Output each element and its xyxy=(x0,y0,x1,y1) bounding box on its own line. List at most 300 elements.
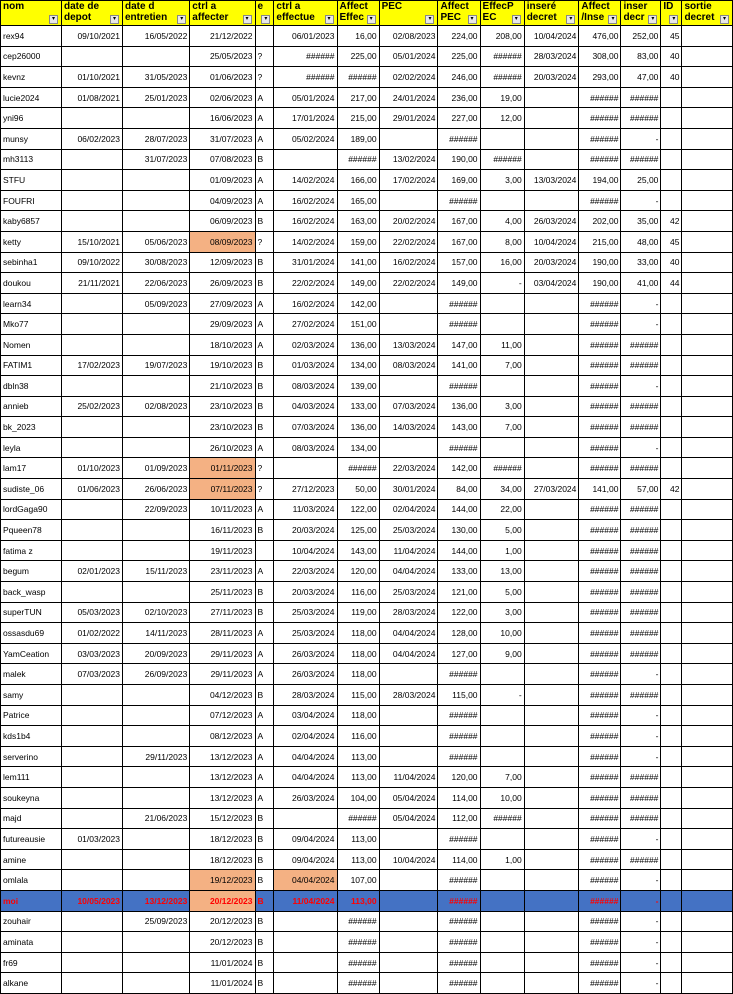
cell-sortie-decret[interactable] xyxy=(682,932,733,953)
cell-insere-decret[interactable] xyxy=(524,664,579,685)
cell-date-depot[interactable] xyxy=(62,170,123,191)
cell-ctrl-affecter[interactable]: 26/09/2023 xyxy=(190,273,255,294)
column-header-e[interactable] xyxy=(255,1,274,26)
cell-affect-effec[interactable]: 136,00 xyxy=(337,417,379,438)
cell-affect-effec[interactable]: 113,00 xyxy=(337,849,379,870)
cell-ctrl-effectue[interactable]: 11/03/2024 xyxy=(274,499,337,520)
cell-date-entretien[interactable]: 26/09/2023 xyxy=(123,664,190,685)
cell-ctrl-effectue[interactable]: 04/03/2024 xyxy=(274,396,337,417)
cell-nom[interactable]: annieb xyxy=(1,396,62,417)
cell-affect-pec[interactable]: 236,00 xyxy=(438,87,480,108)
cell-date-depot[interactable] xyxy=(62,334,123,355)
cell-insere-decret[interactable]: 20/03/2024 xyxy=(524,252,579,273)
cell-ctrl-effectue[interactable]: 09/04/2024 xyxy=(274,849,337,870)
cell-effec-ec[interactable]: 13,00 xyxy=(480,561,524,582)
cell-affect-pec[interactable]: 136,00 xyxy=(438,396,480,417)
cell-insere-decret[interactable] xyxy=(524,520,579,541)
cell-id[interactable]: 42 xyxy=(661,211,682,232)
cell-nom[interactable]: futureausie xyxy=(1,829,62,850)
cell-sortie-decret[interactable] xyxy=(682,437,733,458)
cell-affect-inser[interactable]: ###### xyxy=(579,849,621,870)
cell-e[interactable]: A xyxy=(255,190,274,211)
cell-ctrl-affecter[interactable]: 31/07/2023 xyxy=(190,128,255,149)
cell-pec[interactable] xyxy=(379,973,438,994)
cell-date-entretien[interactable] xyxy=(123,870,190,891)
cell-e[interactable]: A xyxy=(255,499,274,520)
cell-ctrl-affecter[interactable]: 21/12/2022 xyxy=(190,26,255,47)
cell-insere-decret[interactable] xyxy=(524,437,579,458)
cell-ctrl-effectue[interactable] xyxy=(274,932,337,953)
cell-pec[interactable]: 22/02/2024 xyxy=(379,273,438,294)
cell-affect-inser[interactable]: ###### xyxy=(579,334,621,355)
cell-date-entretien[interactable] xyxy=(123,108,190,129)
cell-sortie-decret[interactable] xyxy=(682,149,733,170)
cell-affect-inser[interactable]: ###### xyxy=(579,437,621,458)
cell-affect-effec[interactable]: 136,00 xyxy=(337,334,379,355)
cell-sortie-decret[interactable] xyxy=(682,273,733,294)
cell-ctrl-affecter[interactable]: 25/11/2023 xyxy=(190,582,255,603)
cell-affect-inser[interactable]: ###### xyxy=(579,664,621,685)
cell-affect-effec[interactable]: 134,00 xyxy=(337,437,379,458)
cell-inser-decr[interactable]: ###### xyxy=(621,808,661,829)
cell-ctrl-affecter[interactable]: 10/11/2023 xyxy=(190,499,255,520)
cell-nom[interactable]: ketty xyxy=(1,231,62,252)
cell-sortie-decret[interactable] xyxy=(682,417,733,438)
cell-ctrl-affecter[interactable]: 04/09/2023 xyxy=(190,190,255,211)
cell-nom[interactable]: serverino xyxy=(1,746,62,767)
cell-date-depot[interactable] xyxy=(62,746,123,767)
filter-dropdown-icon[interactable]: ▾ xyxy=(177,15,186,24)
filter-dropdown-icon[interactable]: ▾ xyxy=(325,15,334,24)
cell-nom[interactable]: amine xyxy=(1,849,62,870)
cell-inser-decr[interactable]: ###### xyxy=(621,334,661,355)
cell-insere-decret[interactable] xyxy=(524,890,579,911)
cell-ctrl-effectue[interactable]: 31/01/2024 xyxy=(274,252,337,273)
cell-id[interactable] xyxy=(661,705,682,726)
cell-date-depot[interactable] xyxy=(62,767,123,788)
cell-affect-pec[interactable]: ###### xyxy=(438,746,480,767)
cell-nom[interactable]: yni96 xyxy=(1,108,62,129)
cell-date-entretien[interactable] xyxy=(123,767,190,788)
filter-dropdown-icon[interactable]: ▾ xyxy=(425,15,434,24)
column-header-insere-decret[interactable] xyxy=(524,1,579,26)
cell-nom[interactable]: lam17 xyxy=(1,458,62,479)
cell-ctrl-effectue[interactable]: 16/02/2024 xyxy=(274,190,337,211)
cell-ctrl-effectue[interactable]: 20/03/2024 xyxy=(274,520,337,541)
cell-date-entretien[interactable]: 02/08/2023 xyxy=(123,396,190,417)
cell-affect-effec[interactable]: 119,00 xyxy=(337,602,379,623)
cell-affect-inser[interactable]: 293,00 xyxy=(579,67,621,88)
cell-effec-ec[interactable]: ###### xyxy=(480,149,524,170)
cell-nom[interactable]: zouhair xyxy=(1,911,62,932)
filter-dropdown-icon[interactable]: ▾ xyxy=(648,15,657,24)
cell-affect-effec[interactable]: 151,00 xyxy=(337,314,379,335)
cell-inser-decr[interactable]: ###### xyxy=(621,643,661,664)
column-header-inser-decr[interactable] xyxy=(621,1,661,26)
cell-affect-effec[interactable]: 142,00 xyxy=(337,293,379,314)
cell-affect-pec[interactable]: 133,00 xyxy=(438,561,480,582)
cell-affect-inser[interactable]: ###### xyxy=(579,973,621,994)
cell-affect-pec[interactable]: 167,00 xyxy=(438,231,480,252)
cell-e[interactable]: B xyxy=(255,582,274,603)
cell-ctrl-effectue[interactable]: 08/03/2024 xyxy=(274,376,337,397)
cell-inser-decr[interactable]: - xyxy=(621,293,661,314)
cell-affect-effec[interactable]: 225,00 xyxy=(337,46,379,67)
cell-insere-decret[interactable] xyxy=(524,623,579,644)
cell-affect-inser[interactable]: ###### xyxy=(579,808,621,829)
cell-inser-decr[interactable]: ###### xyxy=(621,417,661,438)
cell-inser-decr[interactable]: - xyxy=(621,870,661,891)
cell-effec-ec[interactable] xyxy=(480,664,524,685)
cell-affect-effec[interactable]: 118,00 xyxy=(337,664,379,685)
cell-insere-decret[interactable]: 20/03/2024 xyxy=(524,67,579,88)
cell-inser-decr[interactable]: 48,00 xyxy=(621,231,661,252)
cell-date-depot[interactable]: 21/11/2021 xyxy=(62,273,123,294)
cell-id[interactable] xyxy=(661,911,682,932)
cell-effec-ec[interactable]: ###### xyxy=(480,67,524,88)
cell-insere-decret[interactable] xyxy=(524,376,579,397)
cell-sortie-decret[interactable] xyxy=(682,499,733,520)
cell-date-entretien[interactable]: 15/11/2023 xyxy=(123,561,190,582)
cell-e[interactable]: A xyxy=(255,561,274,582)
cell-insere-decret[interactable] xyxy=(524,932,579,953)
cell-e[interactable]: B xyxy=(255,149,274,170)
cell-date-entretien[interactable] xyxy=(123,170,190,191)
cell-inser-decr[interactable]: ###### xyxy=(621,787,661,808)
cell-insere-decret[interactable] xyxy=(524,561,579,582)
cell-pec[interactable]: 11/04/2024 xyxy=(379,540,438,561)
cell-e[interactable]: A xyxy=(255,623,274,644)
cell-pec[interactable]: 10/04/2024 xyxy=(379,849,438,870)
cell-insere-decret[interactable] xyxy=(524,293,579,314)
cell-affect-effec[interactable]: 118,00 xyxy=(337,623,379,644)
cell-inser-decr[interactable]: ###### xyxy=(621,602,661,623)
cell-inser-decr[interactable]: ###### xyxy=(621,499,661,520)
cell-ctrl-effectue[interactable] xyxy=(274,808,337,829)
cell-affect-inser[interactable]: ###### xyxy=(579,314,621,335)
cell-sortie-decret[interactable] xyxy=(682,128,733,149)
cell-affect-inser[interactable]: 308,00 xyxy=(579,46,621,67)
cell-date-depot[interactable] xyxy=(62,849,123,870)
cell-e[interactable]: B xyxy=(255,973,274,994)
cell-effec-ec[interactable]: 1,00 xyxy=(480,849,524,870)
cell-affect-inser[interactable]: ###### xyxy=(579,726,621,747)
cell-insere-decret[interactable] xyxy=(524,540,579,561)
cell-insere-decret[interactable] xyxy=(524,87,579,108)
cell-e[interactable]: A xyxy=(255,705,274,726)
cell-inser-decr[interactable]: ###### xyxy=(621,87,661,108)
cell-ctrl-affecter[interactable]: 28/11/2023 xyxy=(190,623,255,644)
cell-e[interactable]: ? xyxy=(255,479,274,500)
cell-ctrl-affecter[interactable]: 29/11/2023 xyxy=(190,664,255,685)
cell-date-entretien[interactable] xyxy=(123,787,190,808)
cell-inser-decr[interactable]: 47,00 xyxy=(621,67,661,88)
cell-affect-pec[interactable]: 190,00 xyxy=(438,149,480,170)
cell-pec[interactable]: 04/04/2024 xyxy=(379,643,438,664)
cell-nom[interactable]: Nomen xyxy=(1,334,62,355)
cell-affect-inser[interactable]: ###### xyxy=(579,952,621,973)
cell-affect-pec[interactable]: ###### xyxy=(438,293,480,314)
cell-nom[interactable]: fr69 xyxy=(1,952,62,973)
cell-affect-pec[interactable]: 143,00 xyxy=(438,417,480,438)
cell-effec-ec[interactable] xyxy=(480,911,524,932)
cell-ctrl-effectue[interactable]: ###### xyxy=(274,67,337,88)
cell-affect-inser[interactable]: ###### xyxy=(579,499,621,520)
cell-affect-pec[interactable]: ###### xyxy=(438,376,480,397)
cell-nom[interactable]: alkane xyxy=(1,973,62,994)
cell-id[interactable]: 42 xyxy=(661,479,682,500)
cell-pec[interactable] xyxy=(379,746,438,767)
cell-effec-ec[interactable]: 10,00 xyxy=(480,787,524,808)
cell-affect-inser[interactable]: ###### xyxy=(579,767,621,788)
cell-id[interactable] xyxy=(661,499,682,520)
cell-pec[interactable] xyxy=(379,890,438,911)
cell-ctrl-affecter[interactable]: 12/09/2023 xyxy=(190,252,255,273)
cell-pec[interactable] xyxy=(379,664,438,685)
cell-affect-effec[interactable]: 16,00 xyxy=(337,26,379,47)
cell-ctrl-effectue[interactable]: 22/02/2024 xyxy=(274,273,337,294)
cell-id[interactable] xyxy=(661,787,682,808)
cell-affect-pec[interactable]: ###### xyxy=(438,664,480,685)
cell-affect-effec[interactable]: 107,00 xyxy=(337,870,379,891)
cell-insere-decret[interactable]: 10/04/2024 xyxy=(524,26,579,47)
cell-pec[interactable]: 05/04/2024 xyxy=(379,787,438,808)
cell-date-depot[interactable] xyxy=(62,952,123,973)
cell-ctrl-affecter[interactable]: 20/12/2023 xyxy=(190,932,255,953)
cell-affect-effec[interactable]: 134,00 xyxy=(337,355,379,376)
cell-date-entretien[interactable] xyxy=(123,376,190,397)
cell-affect-pec[interactable]: ###### xyxy=(438,128,480,149)
cell-effec-ec[interactable] xyxy=(480,870,524,891)
cell-date-entretien[interactable]: 20/09/2023 xyxy=(123,643,190,664)
cell-date-entretien[interactable]: 05/09/2023 xyxy=(123,293,190,314)
cell-affect-effec[interactable]: 217,00 xyxy=(337,87,379,108)
cell-date-depot[interactable] xyxy=(62,314,123,335)
cell-id[interactable] xyxy=(661,685,682,706)
cell-affect-inser[interactable]: ###### xyxy=(579,520,621,541)
cell-affect-pec[interactable]: 120,00 xyxy=(438,767,480,788)
cell-date-depot[interactable] xyxy=(62,582,123,603)
cell-e[interactable]: A xyxy=(255,664,274,685)
cell-insere-decret[interactable] xyxy=(524,602,579,623)
cell-ctrl-affecter[interactable]: 18/10/2023 xyxy=(190,334,255,355)
cell-date-depot[interactable] xyxy=(62,376,123,397)
cell-date-depot[interactable] xyxy=(62,787,123,808)
cell-effec-ec[interactable]: - xyxy=(480,273,524,294)
cell-id[interactable]: 44 xyxy=(661,273,682,294)
cell-pec[interactable] xyxy=(379,190,438,211)
cell-inser-decr[interactable]: 252,00 xyxy=(621,26,661,47)
cell-affect-pec[interactable]: ###### xyxy=(438,973,480,994)
cell-nom[interactable]: superTUN xyxy=(1,602,62,623)
cell-sortie-decret[interactable] xyxy=(682,849,733,870)
cell-sortie-decret[interactable] xyxy=(682,67,733,88)
cell-ctrl-affecter[interactable]: 16/06/2023 xyxy=(190,108,255,129)
cell-ctrl-affecter[interactable]: 06/09/2023 xyxy=(190,211,255,232)
cell-sortie-decret[interactable] xyxy=(682,746,733,767)
cell-sortie-decret[interactable] xyxy=(682,334,733,355)
cell-sortie-decret[interactable] xyxy=(682,643,733,664)
cell-pec[interactable]: 05/01/2024 xyxy=(379,46,438,67)
cell-affect-pec[interactable]: 225,00 xyxy=(438,46,480,67)
cell-nom[interactable]: munsy xyxy=(1,128,62,149)
cell-ctrl-affecter[interactable]: 07/12/2023 xyxy=(190,705,255,726)
cell-e[interactable] xyxy=(255,26,274,47)
cell-sortie-decret[interactable] xyxy=(682,787,733,808)
cell-nom[interactable]: FOUFRI xyxy=(1,190,62,211)
cell-date-entretien[interactable] xyxy=(123,932,190,953)
cell-nom[interactable]: Mko77 xyxy=(1,314,62,335)
cell-affect-effec[interactable]: ###### xyxy=(337,973,379,994)
cell-ctrl-affecter[interactable]: 20/12/2023 xyxy=(190,911,255,932)
cell-affect-effec[interactable]: 118,00 xyxy=(337,705,379,726)
cell-insere-decret[interactable] xyxy=(524,582,579,603)
cell-effec-ec[interactable] xyxy=(480,890,524,911)
cell-date-entretien[interactable]: 22/06/2023 xyxy=(123,273,190,294)
cell-insere-decret[interactable]: 27/03/2024 xyxy=(524,479,579,500)
column-header-nom[interactable] xyxy=(1,1,62,26)
cell-ctrl-effectue[interactable]: 14/02/2024 xyxy=(274,231,337,252)
cell-affect-effec[interactable]: ###### xyxy=(337,932,379,953)
cell-affect-pec[interactable]: 121,00 xyxy=(438,582,480,603)
cell-ctrl-affecter[interactable]: 01/09/2023 xyxy=(190,170,255,191)
cell-nom[interactable]: Pqueen78 xyxy=(1,520,62,541)
cell-affect-pec[interactable]: 114,00 xyxy=(438,849,480,870)
cell-e[interactable]: A xyxy=(255,108,274,129)
cell-insere-decret[interactable] xyxy=(524,685,579,706)
cell-id[interactable] xyxy=(661,952,682,973)
cell-affect-inser[interactable]: ###### xyxy=(579,685,621,706)
cell-affect-pec[interactable]: 167,00 xyxy=(438,211,480,232)
cell-sortie-decret[interactable] xyxy=(682,26,733,47)
cell-inser-decr[interactable]: ###### xyxy=(621,582,661,603)
cell-insere-decret[interactable] xyxy=(524,396,579,417)
cell-nom[interactable]: learn34 xyxy=(1,293,62,314)
cell-ctrl-effectue[interactable]: 04/04/2024 xyxy=(274,767,337,788)
cell-ctrl-effectue[interactable]: 17/01/2024 xyxy=(274,108,337,129)
cell-sortie-decret[interactable] xyxy=(682,252,733,273)
cell-inser-decr[interactable]: - xyxy=(621,973,661,994)
cell-nom[interactable]: sebinha1 xyxy=(1,252,62,273)
cell-effec-ec[interactable]: 3,00 xyxy=(480,170,524,191)
cell-affect-pec[interactable]: ###### xyxy=(438,726,480,747)
cell-id[interactable] xyxy=(661,870,682,891)
cell-nom[interactable]: mh3113 xyxy=(1,149,62,170)
cell-effec-ec[interactable]: 11,00 xyxy=(480,334,524,355)
cell-sortie-decret[interactable] xyxy=(682,870,733,891)
cell-affect-inser[interactable]: ###### xyxy=(579,582,621,603)
cell-date-depot[interactable] xyxy=(62,520,123,541)
cell-date-depot[interactable]: 01/03/2023 xyxy=(62,829,123,850)
cell-ctrl-effectue[interactable]: 07/03/2024 xyxy=(274,417,337,438)
cell-date-entretien[interactable] xyxy=(123,314,190,335)
cell-e[interactable]: B xyxy=(255,849,274,870)
cell-insere-decret[interactable] xyxy=(524,643,579,664)
cell-id[interactable] xyxy=(661,128,682,149)
filter-dropdown-icon[interactable]: ▾ xyxy=(512,15,521,24)
cell-nom[interactable]: leyla xyxy=(1,437,62,458)
cell-effec-ec[interactable]: 7,00 xyxy=(480,355,524,376)
cell-ctrl-affecter[interactable]: 01/06/2023 xyxy=(190,67,255,88)
filter-dropdown-icon[interactable]: ▾ xyxy=(468,15,477,24)
cell-affect-effec[interactable]: ###### xyxy=(337,149,379,170)
cell-date-depot[interactable]: 06/02/2023 xyxy=(62,128,123,149)
cell-affect-effec[interactable]: 165,00 xyxy=(337,190,379,211)
cell-affect-effec[interactable]: 113,00 xyxy=(337,890,379,911)
cell-effec-ec[interactable] xyxy=(480,726,524,747)
cell-pec[interactable] xyxy=(379,829,438,850)
cell-affect-effec[interactable]: 215,00 xyxy=(337,108,379,129)
cell-date-entretien[interactable] xyxy=(123,437,190,458)
cell-date-depot[interactable]: 25/02/2023 xyxy=(62,396,123,417)
cell-ctrl-effectue[interactable]: ###### xyxy=(274,46,337,67)
cell-insere-decret[interactable] xyxy=(524,334,579,355)
cell-ctrl-effectue[interactable]: 03/04/2024 xyxy=(274,705,337,726)
cell-id[interactable] xyxy=(661,149,682,170)
cell-date-depot[interactable]: 07/03/2023 xyxy=(62,664,123,685)
filter-dropdown-icon[interactable]: ▾ xyxy=(110,15,119,24)
cell-sortie-decret[interactable] xyxy=(682,973,733,994)
cell-affect-effec[interactable]: 141,00 xyxy=(337,252,379,273)
cell-insere-decret[interactable] xyxy=(524,108,579,129)
cell-e[interactable]: B xyxy=(255,417,274,438)
cell-ctrl-affecter[interactable]: 07/08/2023 xyxy=(190,149,255,170)
column-header-affect-inser[interactable] xyxy=(579,1,621,26)
cell-e[interactable]: B xyxy=(255,396,274,417)
cell-insere-decret[interactable] xyxy=(524,952,579,973)
cell-sortie-decret[interactable] xyxy=(682,808,733,829)
cell-id[interactable] xyxy=(661,190,682,211)
column-header-date-entretien[interactable] xyxy=(123,1,190,26)
cell-ctrl-affecter[interactable]: 20/12/2023 xyxy=(190,890,255,911)
cell-insere-decret[interactable]: 10/04/2024 xyxy=(524,231,579,252)
cell-id[interactable] xyxy=(661,582,682,603)
cell-ctrl-effectue[interactable]: 26/03/2024 xyxy=(274,664,337,685)
cell-sortie-decret[interactable] xyxy=(682,211,733,232)
cell-id[interactable] xyxy=(661,170,682,191)
cell-affect-pec[interactable]: 127,00 xyxy=(438,643,480,664)
cell-id[interactable] xyxy=(661,396,682,417)
cell-sortie-decret[interactable] xyxy=(682,293,733,314)
cell-date-depot[interactable] xyxy=(62,499,123,520)
cell-pec[interactable]: 22/02/2024 xyxy=(379,231,438,252)
cell-affect-effec[interactable]: 115,00 xyxy=(337,685,379,706)
cell-date-entretien[interactable] xyxy=(123,334,190,355)
cell-affect-pec[interactable]: 144,00 xyxy=(438,540,480,561)
cell-e[interactable]: B xyxy=(255,602,274,623)
cell-id[interactable] xyxy=(661,890,682,911)
cell-affect-effec[interactable]: 139,00 xyxy=(337,376,379,397)
cell-id[interactable] xyxy=(661,87,682,108)
cell-id[interactable]: 40 xyxy=(661,67,682,88)
cell-e[interactable]: B xyxy=(255,376,274,397)
cell-date-entretien[interactable]: 29/11/2023 xyxy=(123,746,190,767)
cell-sortie-decret[interactable] xyxy=(682,911,733,932)
cell-date-depot[interactable]: 09/10/2021 xyxy=(62,26,123,47)
cell-effec-ec[interactable] xyxy=(480,952,524,973)
cell-date-depot[interactable] xyxy=(62,911,123,932)
cell-affect-pec[interactable]: ###### xyxy=(438,190,480,211)
cell-effec-ec[interactable]: 12,00 xyxy=(480,108,524,129)
cell-date-entretien[interactable]: 02/10/2023 xyxy=(123,602,190,623)
cell-sortie-decret[interactable] xyxy=(682,685,733,706)
cell-pec[interactable]: 07/03/2024 xyxy=(379,396,438,417)
cell-effec-ec[interactable] xyxy=(480,705,524,726)
cell-id[interactable] xyxy=(661,767,682,788)
filter-dropdown-icon[interactable]: ▾ xyxy=(49,15,58,24)
cell-effec-ec[interactable]: 8,00 xyxy=(480,231,524,252)
cell-id[interactable] xyxy=(661,520,682,541)
